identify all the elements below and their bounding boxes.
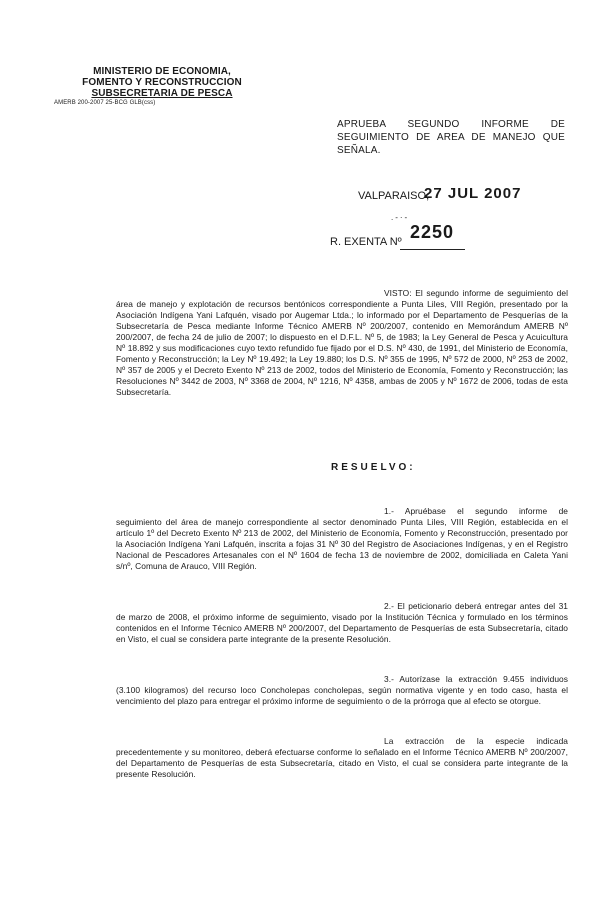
resolution-underline bbox=[400, 249, 465, 250]
resuelvo-heading: RESUELVO: bbox=[331, 462, 416, 473]
dots: .-·- bbox=[391, 213, 410, 222]
paragraph-4 bbox=[116, 736, 568, 780]
reference-code: AMERB 200-2007 25-BCG GLB(css) bbox=[54, 100, 156, 106]
resolution-number: 2250 bbox=[410, 222, 455, 242]
subsecretaria-line: SUBSECRETARIA DE PESCA bbox=[91, 88, 233, 99]
date-stamp: 27 JUL 2007 bbox=[424, 185, 522, 202]
visto-text: VISTO: El segundo informe de seguimiento del área de manejo y explotación de recursos bentónicos correspondiente a Punta Liles, VIII Región, presentado por la Asociación Indígena Yani Lafquén, visado por Augemar Ltda.; lo informado por el Departamento de Pesquerías de la Subsecretaría de Pesca mediante Informe Técnico AMERB Nº 200/2007, contenido en Memorándum AMERB Nº 200/2007, de fecha 24 de julio de 2007; lo dispuesto en el D.F.L. Nº 5, de 1983; la Ley General de Pesca y Acuicultura Nº 18.892 y sus modificaciones cuyo texto refundido fue fijado por el D.S. Nº 430, de 1991, del Ministerio de Economía, Fomento y Reconstrucción; la Ley Nº 19.492; la Ley 19.880; los D.S. Nº 355 de 1995, Nº 572 de 2000, Nº 253 de 2002, Nº 357 de 2005 y el Decreto Exento Nº 213 de 2002, todos del Ministerio de Economía, Fomento y Reconstrucción; las Resoluciones Nº 3442 de 2003, Nº 3368 de 2004, Nº 1216, Nº 4358, ambas de 2005 y Nº 1672 de 2006, todas de esta Subsecretaría. bbox=[116, 288, 568, 397]
subject: APRUEBA SEGUNDO INFORME DE SEGUIMIENTO DE AREA DE MANEJO QUE SEÑALA. bbox=[337, 119, 565, 156]
resolution-label: R. EXENTA Nº bbox=[330, 236, 402, 248]
paragraph-1 bbox=[116, 506, 568, 572]
letterhead bbox=[54, 66, 262, 107]
place: VALPARAISO, bbox=[358, 190, 430, 202]
paragraph-4-text: La extracción de la especie indicada precedentemente y su monitoreo, deberá efectuarse conforme lo señalado en el Informe Técnico AMERB Nº 200/2007, del Departamento de Pesquerías de esta Subsecretaría, citado en Visto, el cual se considera parte integrante de la presente Resolución. bbox=[116, 736, 568, 779]
paragraph-2-text: 2.- El peticionario deberá entregar antes del 31 de marzo de 2008, el próximo informe de seguimiento, visado por la Institución Técnica y formulado en los términos contenidos en el Informe Técnico AMERB Nº 200/2007, del Departamento de Pesquerías de esta Subsecretaría, citado en Visto, el cual se considera parte integrante de la presente Resolución. bbox=[116, 601, 568, 644]
ministry-line-2: FOMENTO Y RECONSTRUCCION bbox=[82, 77, 242, 88]
ministry-line: MINISTERIO DE ECONOMIA, bbox=[93, 66, 231, 77]
paragraph-1-text: 1.- Apruébase el segundo informe de seguimiento del área de manejo correspondiente al sector denominado Punta Liles, VIII Región, establecida en el artículo 1º del Decreto Exento Nº 213 de 2002, del Ministerio de Economía, Fomento y Reconstrucción, presentado por la Asociación Indígena Yani Lafquén, inscrita a fojas 31 Nº 30 del Registro de Asociaciones Indígenas, y en el Registro Nacional de Pescadores Artesanales con el Nº 1604 de fecha 13 de noviembre de 2002, domiciliada en Caleta Yani s/nº, Comuna de Arauco, VIII Región. bbox=[116, 506, 568, 571]
paragraph-2 bbox=[116, 601, 568, 645]
paragraph-3 bbox=[116, 674, 568, 707]
visto-section bbox=[116, 288, 568, 398]
paragraph-3-text: 3.- Autorízase la extracción 9.455 individuos (3.100 kilogramos) del recurso loco Concholepas concholepas, según normativa vigente y en todo caso, hasta el vencimiento del plazo para entregar el próximo informe de seguimiento o de la prórroga que al efecto se otorgue. bbox=[116, 674, 568, 706]
